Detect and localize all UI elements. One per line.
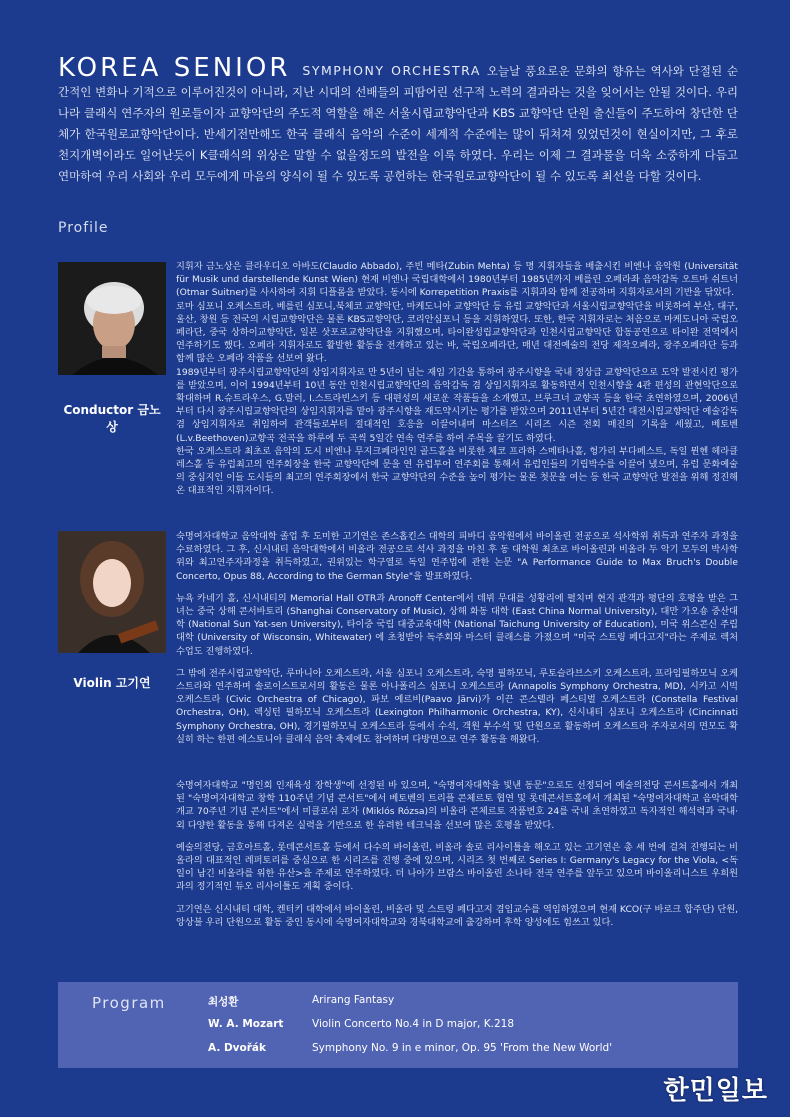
violinist-photo — [58, 531, 166, 653]
conductor-bio-paragraph: 로마 심포니 오케스트라, 베를린 심포니,북체코 교향악단, 마케도니아 교향악단 등 유럽 교향악단과 서울시립교향악단을 비롯하여 부산, 대구, 울산, 창원 등 전국의 시립교향악단은 물론 KBS교향악단, 코리안심포니 등을 지휘하였다. 또한, 한국 지휘자로는 처음으로 마케도니아 국립오페라단, 중국 상하이교향악단, 일본 삿포로교향악단을 지휘했으며, 타이완성립교향악단과 인천시립교향악단 합동공연으로 타이완 전역에서 연주하기도 했다. 오페라 지휘자로도 활발한 활동을 전개하고 있는 바, 국립오페라단, 매년 대전예술의 전당 제작오페라, 광주오페라단 등과 함께 많은 오페라 작품을 선보여 왔다. — [176, 300, 738, 365]
program-work: Symphony No. 9 in e minor, Op. 95 'From the New World' — [312, 1042, 613, 1054]
program-composer: 최성환 — [208, 996, 239, 1008]
program-work: Violin Concerto No.4 in D major, K.218 — [312, 1018, 515, 1030]
violinist-bio — [176, 530, 738, 755]
intro-text: 오늘날 풍요로운 문화의 향유는 역사와 단절된 순간적인 변화나 기적으로 이루어진것이 아니라, 지난 시대의 선배들의 피땀어린 선구적 노력의 결과라는 것을 잊어서는 안될 것이다. 우리나라 클래식 연주자의 원로들이자 교향악단의 주도적 역할을 해온 서울시립교향악단과 KBS 교향악단 단원 출신들이 주도하여 창단한 단체가 한국원로교향악단이다. 반세기전만해도 한국 클래식 음악의 수준이 세계적 수준에는 많이 뒤쳐져 있었던것이 현실이지만, 그 후로 천지개벽이라도 일어난듯이 K클래식의 위상은 말할 수 없을정도의 발전을 이룩 하였다. 우리는 이제 그 결과물을 더욱 소중하게 다듬고 연마하여 우리 사회와 우리 모두에게 마음의 양식이 될 수 있도록 공헌하는 한국원로교향악단이 될 수 있도록 최선을 다할 것이다. — [58, 64, 738, 183]
program-box — [58, 982, 738, 1068]
violinist-bio-paragraph: 그 밖에 전주시립교향악단, 루마니아 오케스트라, 서울 심포니 오케스트라, 숙명 필하모닉, 루토슬라브스키 오케스트라, 프라임필하모닉 오케스트라와 연주하며 솔로이스트로서의 활동은 물론 아나폴리스 심포니 오케스트라 (Annapolis Symphony Orchestra, MD), 시카고 시빅 오케스트라 (Civic Orchestra of Chicago), 파보 예르비(Paavo Järvi)가 이끈 콘스텔라 페스티벌 오케스트라 (Constella Festival Orchestra, OH), 렉싱턴 필하모닉 오케스트라 (Lexington Philharmonic Orchestra, KY), 신시내티 심포니 오케스트라 (Cincinnati Symphony Orchestra, OH), 경기필하모닉 오케스트라 등에서 수석, 객원 부수석 및 단원으로 활동하며 오케스트라 주자로서의 면모도 확실히 하는 한편 에스토니아 클래식 음악 축제에도 참여하며 다방면으로 연주 활동을 해왔다. — [176, 667, 738, 745]
program-composer: A. Dvořák — [208, 1042, 266, 1054]
violinist-bio-paragraph: 숙명여자대학교 "명인회 인재육성 장학생"에 선정된 바 있으며, "숙명여자대학을 빛낸 동문"으로도 선정되어 예술의전당 콘서트홀에서 개최된 "숙명여자대학교 창학 110주년 기념 콘서트"에서 베토벤의 트리플 콘체르토 협연 및 롯데콘서트홀에서 개최된 "숙명여자대학교 음악대학 개교 70주년 기념 콘서트"에서 미클로쉬 로자 (Miklós Rózsa)의 비올라 콘체르토 작품번호 24를 국내 초연하였고 독자적인 해석력과 국내·외 다양한 활동을 통해 다져온 실력을 기반으로 한 유려한 테크닉을 선보여 많은 호평을 받았다. — [176, 780, 738, 831]
newspaper-logo: 한민일보 — [663, 1076, 768, 1106]
violinist-bio-paragraph: 예술의전당, 금호아트홀, 롯데콘서트홀 등에서 다수의 바이올린, 비올라 솔로 리사이틀을 해오고 있는 고기연은 총 세 번에 걸쳐 진행되는 비올라의 대표적인 레퍼토리를 중심으로 한 시리즈를 진행 중에 있으며, 시리즈 첫 번째로 Series I: Germany's Legacy for the Viola, <독일이 남긴 비올라를 위한 유산>을 주제로 연주하였다. 더 나아가 브람스 바이올린 소나타 전곡 연주를 앞두고 있으며 바이올리니스트 우희원과의 정기적인 듀오 리사이틀도 계획 중이다. — [176, 841, 738, 893]
conductor-bio-paragraph: 지휘자 금노상은 클라우디오 아바도(Claudio Abbado), 주빈 메타(Zubin Mehta) 등 명 지휘자들을 배출시킨 비엔나 음악원 (Universität für Musik und darstellende Kunst Wien) 현재 비엔나 국립대학에서 1980년부터 1985년까지 베를린 오페라좌 음악감독 오트마 쉬트너(Otmar Suitner)를 사사하여 지휘 디플롬을 받았다. 동시에 Korrepetition Praxis를 지휘과와 함께 전공하며 지휘자로서의 기반을 닦았다. — [176, 261, 738, 299]
violinist-caption: Violin 고기연 — [73, 676, 151, 690]
violinist-bio-continued — [176, 779, 738, 938]
intro-block — [58, 53, 738, 187]
conductor-bio-paragraph: 한국 오케스트라 최초로 음악의 도시 비엔나 무지크페라인인 골드홀을 비롯한 체코 프라하 스메타나홀, 헝가리 부다페스트, 독일 뮌헨 헤라클레스홀 등 유럽최고의 연주회장을 한국 교향악단에 문을 연 유럽투어 연주회를 통해서 유럽인들의 기립박수를 이끌어 냈으며, 유럽 문화예술의 중심지인 이들 도시들의 최고의 연주회장에서 한국 교향악단의 수준을 높이 평가는 물론 첫문을 여는 등 한국 교향악단 발전을 위해 정진해온 대표적인 지휘자이다. — [176, 445, 738, 497]
program-title: Program — [92, 994, 166, 1012]
conductor-bio — [176, 260, 738, 498]
violinist-bio-paragraph: 고기연은 신시내티 대학, 켄터키 대학에서 바이올린, 비올라 및 스트링 페다고지 겸임교수를 역임하였으며 현재 KCO(구 바로크 합주단) 단원, 앙상블 우리 단원으로 활동 중인 동시에 숙명여자대학교와 경북대학교에 출강하며 후학 양성에도 힘쓰고 있다. — [176, 903, 738, 928]
conductor-caption: Conductor 금노상 — [63, 403, 161, 434]
violinist-bio-paragraph: 뉴욕 카네기 홀, 신시내티의 Memorial Hall OTR과 Aronoff Center에서 데뷔 무대를 성황리에 펼치며 현지 관객과 평단의 호평을 받은 그녀는 중국 상해 콘서바토리 (Shanghai Conservatory of Music), 상해 화동 대학 (East China Normal University), 대만 가오숑 중산대학 (National Sun Yat-sen University), 타이중 국립 대중교육대학 (National Taichung University of Education), 미국 위스콘신 주립대학 (University of Wisconsin, Whitewater) 에 초청받아 독주회와 마스터 클래스를 가졌으며 "미국 스트링 페다고지"라는 주제로 렉처 수업도 진행하였다. — [176, 592, 738, 657]
intro-title-small: SYMPHONY ORCHESTRA — [302, 63, 481, 78]
profile-heading: Profile — [58, 220, 109, 236]
program-composer: W. A. Mozart — [208, 1018, 284, 1030]
intro-title-large: KOREA SENIOR — [58, 53, 291, 83]
violinist-bio-paragraph: 숙명여자대학교 음악대학 졸업 후 도미한 고기연은 존스홉킨스 대학의 피바디 음악원에서 바이올린 전공으로 석사학위 취득과 연주자 과정을 수료하였다. 그 후, 신시내티 음악대학에서 비올라 전공으로 석사 과정을 마친 후 동 대학원 최초로 바이올린과 비올라 두 악기 모두의 박사학위와 최고연주자과정을 취득하였고, 권위있는 학구열로 독일 연주법에 관한 논문 "A Performance Guide to Max Bruch's Double Concerto, Opus 88, According to the German Style"을 발표하였다. — [176, 531, 738, 582]
program-work: Arirang Fantasy — [312, 994, 395, 1006]
conductor-bio-paragraph: 1989년부터 광주시립교향악단의 상임지휘자로 만 5년이 넘는 재임 기간을 통하여 광주시향을 국내 정상급 교향악단으로 도약 발전시킨 평가를 받았으며, 이어 1994년부터 10년 동안 인천시립교향악단의 음악감독 겸 상임지휘자로 활동하면서 인천시향을 4관 편성의 관현악단으로 확대하며 R.슈트라우스, G.말러, I.스트라빈스키 등 대편성의 새로운 작품들을 소개했고, 브루크너 교향곡 등을 한국 초연하였으며, 2006년부터 다시 광주시립교향악단의 상임지휘자를 맡아 광주시향을 재도약시키는 평가를 받았으며 2011년부터 5년간 대전시립교향악단 예술감독 겸 상임지휘자로 취임하여 관객들로부터 절대적인 호응을 이끌어내며 마스터즈 시리즈 시즌 전회 매진의 기록을 세웠고, 베토벤(L.v.Beethoven)교향곡 전곡을 하루에 두 곡씩 5일간 연속 연주를 하여 주목을 끌기도 하였다. — [176, 366, 738, 444]
conductor-photo — [58, 262, 166, 375]
